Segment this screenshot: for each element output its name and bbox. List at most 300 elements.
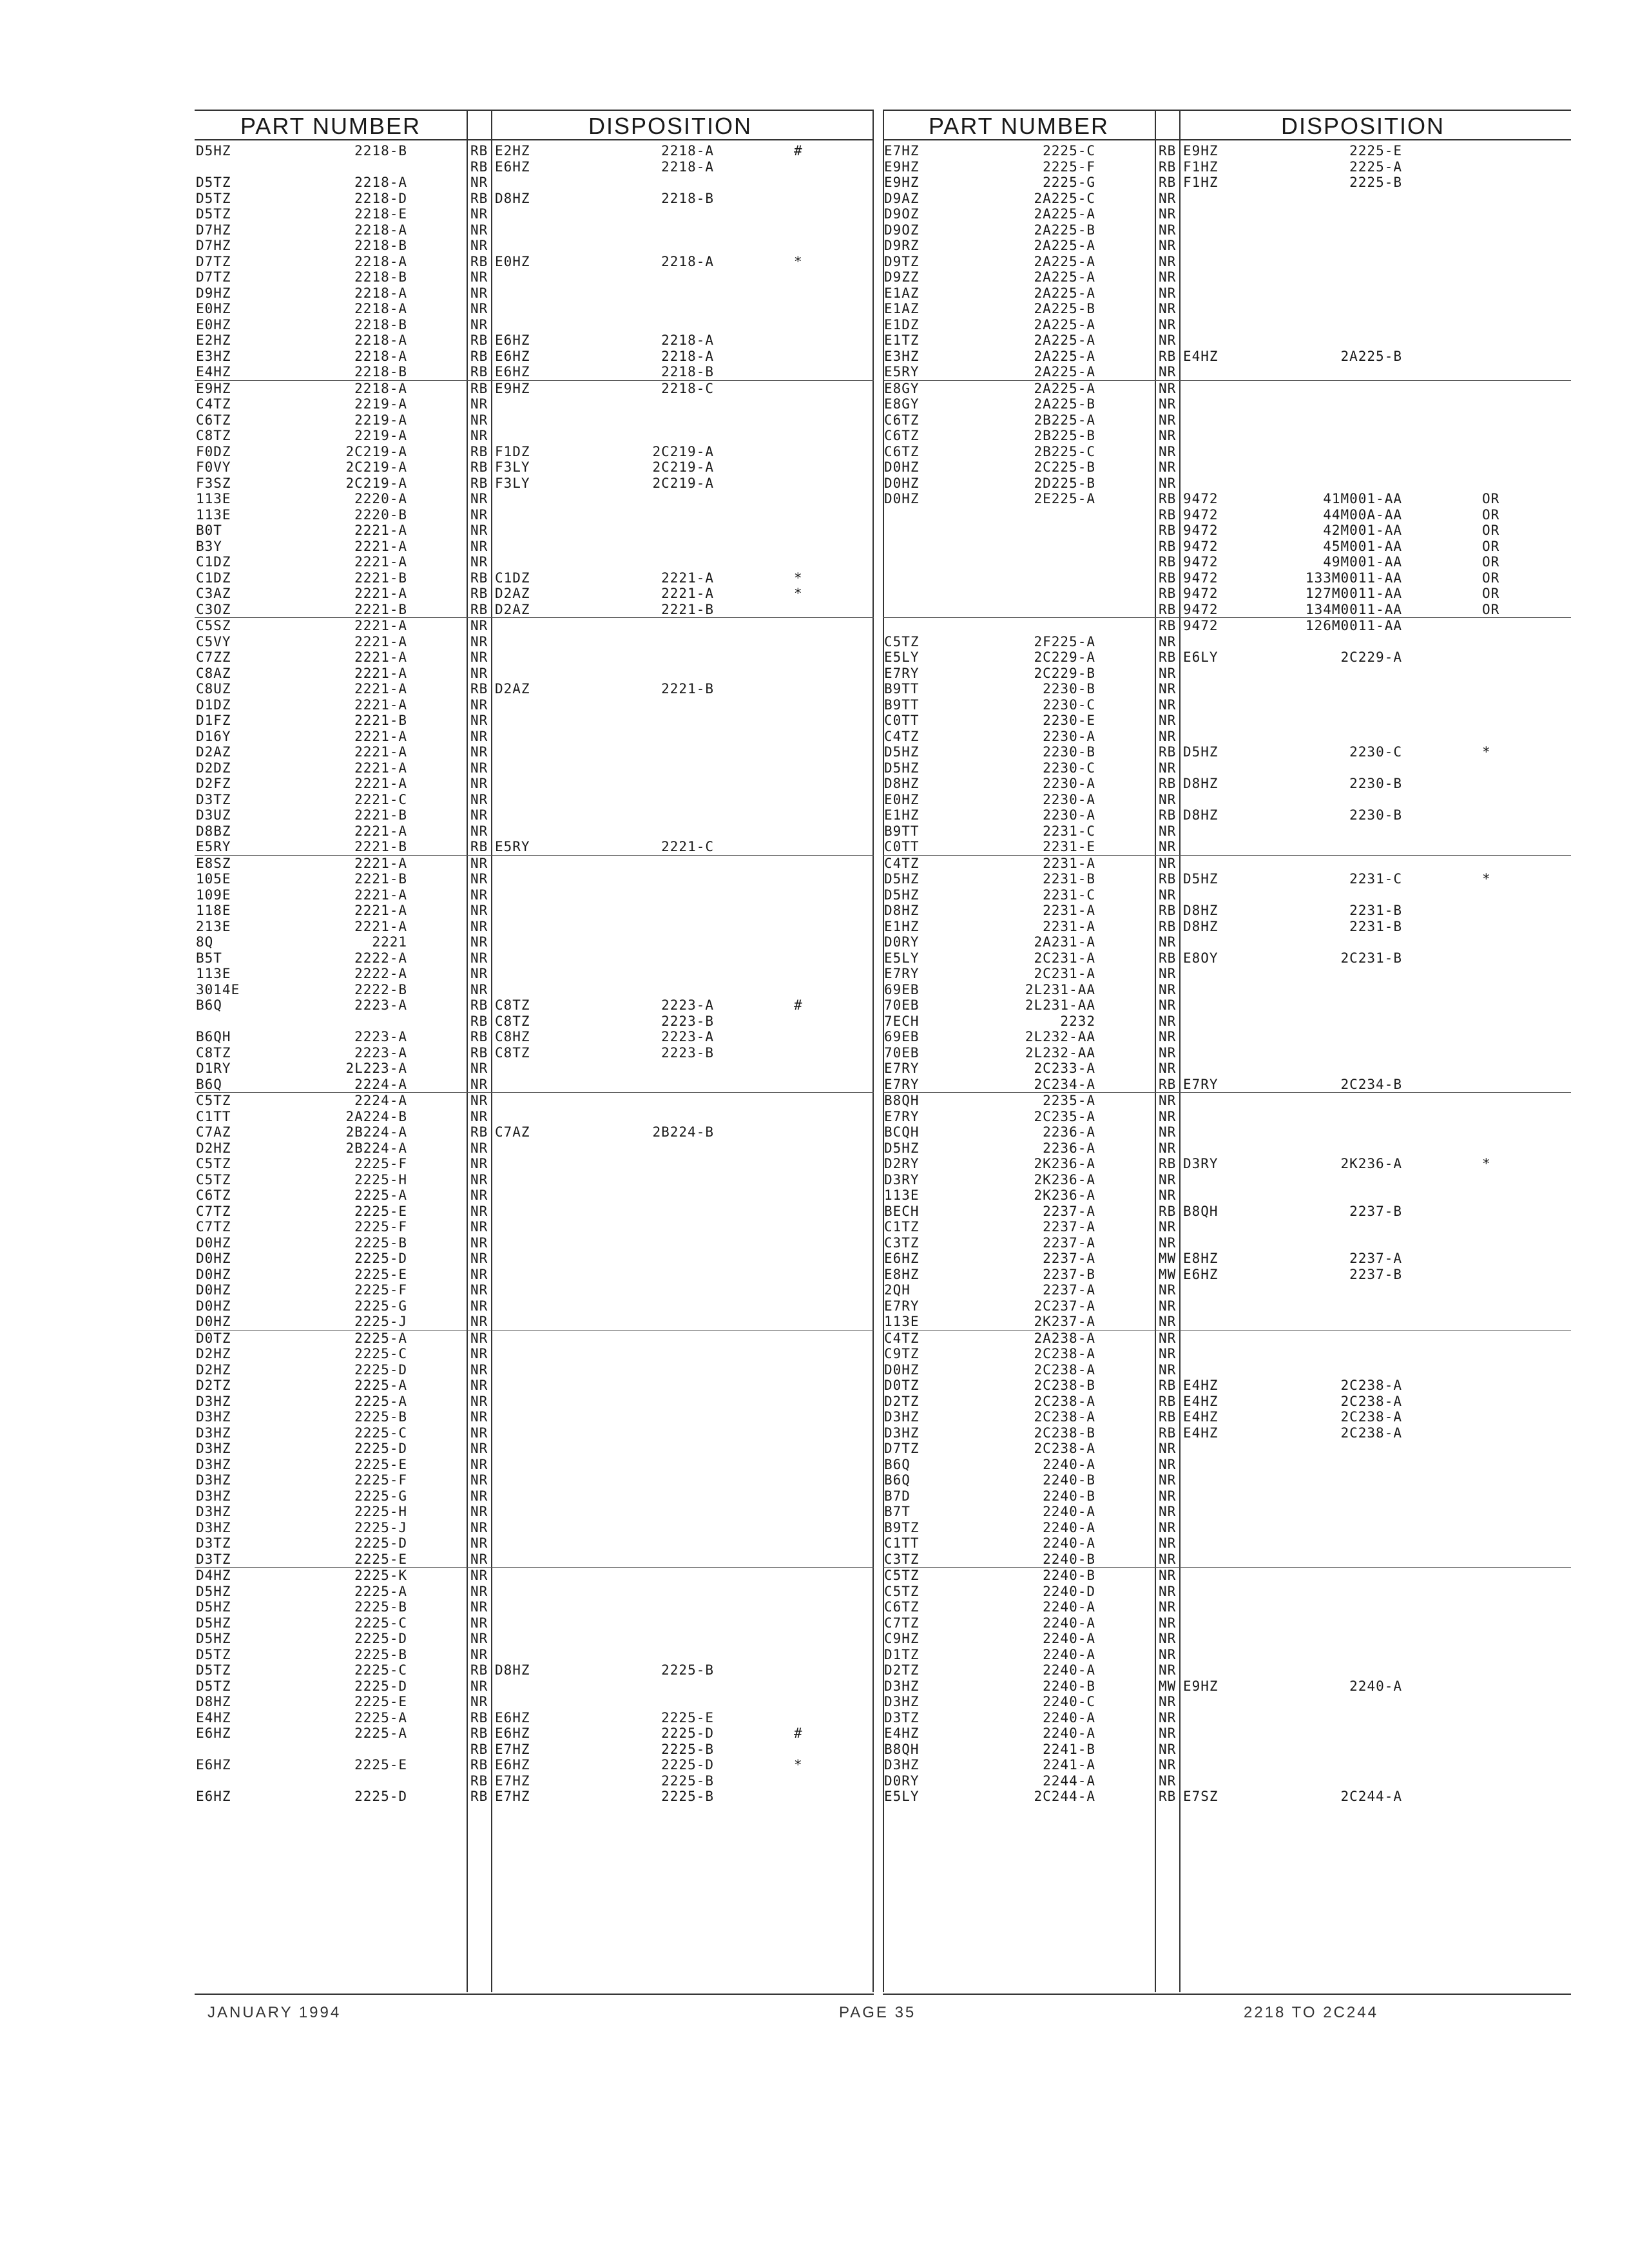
disposition-code: NR (470, 776, 488, 791)
table-row (195, 159, 874, 175)
part-suffix: 2240-C (1043, 1694, 1095, 1709)
disposition-code: NR (1159, 190, 1177, 206)
replacement-prefix: E6HZ (495, 159, 530, 175)
part-prefix: D9HZ (196, 285, 231, 301)
replacement-suffix: 2231-B (1349, 903, 1402, 918)
part-suffix: 2221-A (354, 665, 407, 681)
part-prefix: E7RY (884, 1298, 920, 1314)
disposition-code: NR (1159, 1773, 1177, 1789)
part-prefix: D8HZ (884, 903, 920, 918)
part-prefix: 70EB (884, 997, 920, 1013)
disposition-code: NR (470, 1314, 488, 1329)
disposition-code: NR (470, 1425, 488, 1441)
replacement-suffix: 2223-A (661, 1029, 714, 1044)
part-suffix: 2225-A (354, 1725, 407, 1741)
part-suffix: 2A225-A (1034, 348, 1095, 364)
part-prefix: D3RY (884, 1171, 920, 1187)
table-row (883, 206, 1571, 222)
table-row (883, 1647, 1571, 1663)
table-row (883, 1425, 1571, 1441)
part-prefix: E5RY (884, 364, 920, 380)
table-row (195, 554, 874, 570)
part-prefix: B6Q (884, 1456, 911, 1472)
replacement-suffix: 2237-A (1349, 1251, 1402, 1266)
note-mark: OR (1482, 538, 1500, 554)
part-suffix: 2230-A (1043, 728, 1095, 744)
part-prefix: E4HZ (196, 1709, 231, 1725)
table-row (195, 871, 874, 887)
table-row (195, 1282, 874, 1298)
disposition-code: NR (470, 1108, 488, 1124)
part-suffix: 2218-B (354, 316, 407, 332)
part-prefix: B7D (884, 1488, 911, 1504)
part-prefix: C5TZ (884, 633, 920, 649)
replacement-prefix: 9472 (1183, 491, 1219, 506)
disposition-code: NR (1159, 1219, 1177, 1235)
part-prefix: E4HZ (884, 1725, 920, 1741)
table-row (883, 776, 1571, 792)
part-suffix: 2225-K (354, 1568, 407, 1583)
disposition-code: NR (1159, 1551, 1177, 1567)
part-suffix: 2237-A (1043, 1219, 1095, 1235)
disposition-code: NR (470, 506, 488, 523)
part-suffix: 2C238-B (1034, 1425, 1095, 1441)
part-suffix: 2240-A (1043, 1662, 1095, 1678)
part-suffix: 2220-A (354, 491, 407, 506)
part-suffix: 2240-A (1043, 1725, 1095, 1741)
table-row (195, 744, 874, 760)
part-prefix: BCQH (884, 1124, 920, 1140)
disposition-code: NR (1159, 791, 1177, 807)
part-prefix: E8SZ (196, 855, 231, 871)
part-suffix: 2K236-A (1034, 1187, 1095, 1203)
disposition-code: NR (470, 428, 488, 443)
replacement-suffix: 2221-A (661, 586, 714, 601)
part-suffix: 2223-A (354, 1044, 407, 1061)
disposition-code: NR (470, 1219, 488, 1235)
replacement-prefix: C7AZ (495, 1124, 530, 1140)
replacement-prefix: F1DZ (495, 443, 530, 459)
replacement-suffix: 2C219-A (652, 475, 714, 491)
table-row (195, 301, 874, 317)
part-prefix: 105E (196, 871, 231, 887)
part-suffix: 2240-A (1043, 1709, 1095, 1725)
part-prefix: 118E (196, 903, 231, 918)
replacement-suffix: 2225-E (661, 1709, 714, 1725)
disposition-code: NR (1159, 1298, 1177, 1314)
left-panel (195, 110, 874, 1992)
table-row (195, 1647, 874, 1663)
table-row (195, 1520, 874, 1536)
part-prefix: D7TZ (196, 269, 231, 285)
part-suffix: 2225-J (354, 1519, 407, 1535)
part-prefix: D2HZ (196, 1140, 231, 1156)
disposition-code: NR (470, 903, 488, 918)
part-suffix: 2218-B (354, 238, 407, 253)
table-row (883, 1441, 1571, 1457)
note-mark: # (794, 997, 803, 1013)
part-prefix: 70EB (884, 1044, 920, 1061)
part-suffix: 2A224-B (345, 1108, 407, 1124)
disposition-code: NR (470, 744, 488, 760)
replacement-prefix: E6HZ (495, 1709, 530, 1725)
replacement-suffix: 2218-C (661, 380, 714, 396)
disposition-code: RB (1159, 159, 1177, 175)
part-prefix: E1AZ (884, 301, 920, 316)
disposition-code: NR (470, 1156, 488, 1171)
part-prefix: D2TZ (884, 1393, 920, 1409)
part-prefix: D5HZ (884, 887, 920, 903)
disposition-code: NR (1159, 1757, 1177, 1773)
part-suffix: 2C238-A (1034, 1441, 1095, 1456)
part-prefix: F3SZ (196, 475, 231, 491)
part-prefix: C4TZ (884, 728, 920, 744)
part-suffix: 2225-E (354, 1456, 407, 1472)
part-suffix: 2225-B (354, 1599, 407, 1615)
disposition-code: RB (1159, 1425, 1177, 1441)
part-prefix: D1DZ (196, 697, 231, 713)
replacement-suffix: 2223-B (661, 1044, 714, 1061)
disposition-code: NR (1159, 332, 1177, 348)
part-prefix: E3HZ (196, 348, 231, 364)
replacement-suffix: 2218-A (661, 143, 714, 159)
part-prefix: D2HZ (196, 1361, 231, 1378)
table-row (883, 1156, 1571, 1172)
part-suffix: 2K236-A (1034, 1156, 1095, 1171)
table-row (883, 919, 1571, 935)
part-suffix: 2240-B (1043, 1678, 1095, 1694)
part-prefix: D0RY (884, 1773, 920, 1789)
note-mark: OR (1482, 506, 1500, 523)
disposition-code: NR (1159, 443, 1177, 459)
table-row (195, 1314, 874, 1331)
disposition-code: NR (1159, 1472, 1177, 1488)
disposition-code: RB (1159, 918, 1177, 934)
part-prefix: E8GY (884, 396, 920, 412)
table-row (883, 1457, 1571, 1473)
note-mark: * (1482, 871, 1491, 887)
part-suffix: 2237-A (1043, 1203, 1095, 1219)
replacement-prefix: D8HZ (1183, 776, 1219, 791)
part-suffix: 2L231-AA (1025, 997, 1095, 1013)
part-suffix: 2230-A (1043, 776, 1095, 791)
part-prefix: C1TZ (884, 1219, 920, 1235)
table-row (883, 269, 1571, 285)
part-prefix: E0HZ (196, 316, 231, 332)
disposition-code: NR (470, 316, 488, 332)
replacement-prefix: E2HZ (495, 143, 530, 159)
part-suffix: 2A238-A (1034, 1330, 1095, 1346)
part-prefix: D7HZ (196, 238, 231, 253)
table-row (883, 681, 1571, 697)
disposition-code: NR (470, 1631, 488, 1646)
part-suffix: 2240-B (1043, 1472, 1095, 1488)
part-prefix: E6HZ (196, 1757, 231, 1773)
table-row (883, 1346, 1571, 1362)
part-suffix: 2B225-A (1034, 412, 1095, 428)
part-suffix: 2230-B (1043, 681, 1095, 697)
disposition-code: NR (1159, 396, 1177, 412)
part-prefix: C3TZ (884, 1235, 920, 1251)
part-suffix: 2A225-C (1034, 190, 1095, 206)
disposition-code: NR (470, 1551, 488, 1567)
disposition-code: RB (1159, 175, 1177, 190)
disposition-code: NR (1159, 997, 1177, 1013)
disposition-code: NR (470, 760, 488, 776)
table-row (195, 586, 874, 602)
replacement-prefix: D2AZ (495, 681, 530, 697)
table-row (883, 1362, 1571, 1378)
table-row (195, 1742, 874, 1758)
table-row (883, 1298, 1571, 1314)
disposition-code: NR (1159, 1599, 1177, 1615)
part-suffix: 2C229-A (1034, 649, 1095, 665)
replacement-suffix: 2223-A (661, 997, 714, 1013)
disposition-code: MW (1159, 1266, 1177, 1282)
replacement-suffix: 126M0011-AA (1305, 618, 1402, 633)
table-row (195, 1773, 874, 1789)
part-prefix: D3TZ (196, 1551, 231, 1567)
part-prefix: D0TZ (196, 1330, 231, 1346)
disposition-code: RB (1159, 491, 1177, 506)
disposition-code: NR (1159, 301, 1177, 316)
disposition-code: RB (1159, 744, 1177, 760)
table-row (195, 792, 874, 808)
table-row (883, 1599, 1571, 1615)
part-prefix: B5T (196, 950, 222, 966)
part-prefix: D3HZ (884, 1757, 920, 1773)
part-suffix: 2236-A (1043, 1124, 1095, 1140)
part-suffix: 2225-D (354, 1789, 407, 1804)
disposition-code: RB (470, 1757, 488, 1773)
disposition-code: NR (1159, 1441, 1177, 1456)
part-prefix: E4HZ (196, 364, 231, 380)
part-suffix: 2230-C (1043, 760, 1095, 776)
table-row (195, 143, 874, 159)
part-prefix: E7RY (884, 1108, 920, 1124)
disposition-code: RB (1159, 1393, 1177, 1409)
table-row (883, 1678, 1571, 1695)
disposition-code: RB (470, 475, 488, 491)
part-suffix: 2218-A (354, 222, 407, 238)
table-row (195, 476, 874, 492)
table-row (195, 903, 874, 919)
part-prefix: D4HZ (196, 1568, 231, 1583)
disposition-code: RB (470, 380, 488, 396)
table-row (195, 839, 874, 856)
part-suffix: 2225-F (354, 1156, 407, 1171)
part-prefix: C6TZ (196, 1187, 231, 1203)
disposition-code: RB (470, 1662, 488, 1678)
disposition-code: NR (1159, 713, 1177, 728)
table-row (195, 396, 874, 412)
table-row (883, 760, 1571, 776)
part-prefix: 113E (884, 1314, 920, 1329)
table-row (883, 1757, 1571, 1773)
table-row (195, 1488, 874, 1504)
part-prefix: C8UZ (196, 681, 231, 697)
table-row (883, 1267, 1571, 1283)
part-prefix: C7TZ (884, 1615, 920, 1631)
disposition-code: NR (1159, 1615, 1177, 1631)
part-prefix: D2TZ (884, 1662, 920, 1678)
disposition-code: NR (1159, 1140, 1177, 1156)
part-suffix: 2235-A (1043, 1093, 1095, 1108)
disposition-code: NR (1159, 1314, 1177, 1329)
part-prefix: B6Q (884, 1472, 911, 1488)
part-suffix: 2224-A (354, 1076, 407, 1092)
replacement-suffix: 2C229-A (1340, 649, 1402, 665)
part-suffix: 2225-F (354, 1472, 407, 1488)
part-prefix: D8BZ (196, 823, 231, 839)
replacement-prefix: E4HZ (1183, 348, 1219, 364)
part-suffix: 2225-A (354, 1330, 407, 1346)
replacement-suffix: 2C238-A (1340, 1378, 1402, 1393)
part-prefix: D2AZ (196, 744, 231, 760)
part-prefix: C5TZ (196, 1093, 231, 1108)
part-prefix: C8TZ (196, 1044, 231, 1061)
disposition-code: NR (1159, 1029, 1177, 1044)
disposition-code: RB (470, 570, 488, 586)
table-row (883, 381, 1571, 397)
disposition-code: RB (470, 143, 488, 159)
replacement-prefix: E9HZ (495, 380, 530, 396)
part-suffix: 2240-D (1043, 1583, 1095, 1599)
part-suffix: 2C238-A (1034, 1409, 1095, 1425)
replacement-prefix: E6HZ (495, 332, 530, 348)
disposition-code: NR (470, 523, 488, 538)
part-prefix: E9HZ (196, 380, 231, 396)
table-row (195, 1378, 874, 1394)
replacement-prefix: E4HZ (1183, 1409, 1219, 1425)
disposition-code: NR (470, 1472, 488, 1488)
disposition-code: NR (1159, 1568, 1177, 1583)
disposition-code: NR (1159, 1725, 1177, 1741)
table-row (195, 807, 874, 823)
part-suffix: 2219-A (354, 396, 407, 412)
table-row (195, 1662, 874, 1678)
part-prefix: D3TZ (884, 1709, 920, 1725)
table-row (195, 412, 874, 428)
part-suffix: 2218-A (354, 301, 407, 316)
replacement-prefix: D2AZ (495, 601, 530, 617)
part-suffix: 2A225-A (1034, 238, 1095, 253)
part-prefix: C4TZ (196, 396, 231, 412)
disposition-code: RB (1159, 348, 1177, 364)
replacement-prefix: E4HZ (1183, 1378, 1219, 1393)
part-suffix: 2221-A (354, 586, 407, 601)
part-prefix: D0HZ (884, 459, 920, 475)
disposition-code: NR (1159, 380, 1177, 396)
table-row (883, 428, 1571, 444)
part-prefix: B3Y (196, 538, 222, 554)
part-suffix: 2A225-A (1034, 332, 1095, 348)
replacement-prefix: E6HZ (495, 364, 530, 380)
table-row (883, 539, 1571, 555)
part-suffix: 2240-A (1043, 1504, 1095, 1519)
part-prefix: E5LY (884, 649, 920, 665)
part-prefix: B9TT (884, 697, 920, 713)
part-suffix: 2220-B (354, 506, 407, 523)
part-prefix: C5TZ (196, 1171, 231, 1187)
part-prefix: C6TZ (884, 443, 920, 459)
replacement-suffix: 2C244-A (1340, 1789, 1402, 1804)
table-row (195, 507, 874, 523)
table-row (883, 1061, 1571, 1077)
part-suffix: 2223-A (354, 1029, 407, 1044)
part-suffix: 2225-C (354, 1615, 407, 1631)
disposition-code: NR (1159, 1187, 1177, 1203)
note-mark: OR (1482, 601, 1500, 617)
table-row (883, 1282, 1571, 1298)
table-row (195, 966, 874, 982)
part-prefix: C7TZ (196, 1203, 231, 1219)
disposition-code: NR (470, 1583, 488, 1599)
part-suffix: 2221-A (354, 744, 407, 760)
part-suffix: 2225-D (354, 1535, 407, 1551)
disposition-code: RB (1159, 586, 1177, 601)
table-row (883, 1077, 1571, 1093)
replacement-prefix: F3LY (495, 459, 530, 475)
replacement-prefix: C8TZ (495, 1044, 530, 1061)
table-row (195, 1409, 874, 1425)
part-suffix: 2222-A (354, 950, 407, 966)
table-row (883, 301, 1571, 317)
part-suffix: 2225-E (354, 1266, 407, 1282)
part-prefix: C0TT (884, 713, 920, 728)
replacement-prefix: E4HZ (1183, 1393, 1219, 1409)
table-row (195, 570, 874, 586)
table-row (883, 1472, 1571, 1488)
part-prefix: E1TZ (884, 332, 920, 348)
table-row (883, 254, 1571, 270)
part-prefix: E0HZ (884, 791, 920, 807)
part-suffix: 2225-A (354, 1393, 407, 1409)
disposition-code: NR (470, 301, 488, 316)
replacement-suffix: 2230-B (1349, 807, 1402, 823)
part-suffix: 2C219-A (345, 459, 407, 475)
disposition-code: NR (470, 950, 488, 966)
part-prefix: B6Q (196, 997, 222, 1013)
part-prefix: D5TZ (196, 1646, 231, 1662)
table-row (883, 1710, 1571, 1726)
replacement-suffix: 2225-B (1349, 175, 1402, 190)
part-prefix: D0HZ (884, 1361, 920, 1378)
disposition-heading: DISPOSITION (1280, 113, 1445, 139)
disposition-code: RB (1159, 143, 1177, 159)
part-suffix: 2225-F (1043, 159, 1095, 175)
table-row (195, 618, 874, 634)
table-row (883, 1093, 1571, 1109)
part-prefix: E7RY (884, 1061, 920, 1076)
disposition-code: RB (1159, 950, 1177, 966)
part-suffix: 2240-B (1043, 1551, 1095, 1567)
part-suffix: 2225-E (354, 1757, 407, 1773)
table-row (195, 1615, 874, 1631)
part-suffix: 2231-E (1043, 839, 1095, 854)
replacement-prefix: F3LY (495, 475, 530, 491)
part-prefix: 69EB (884, 1029, 920, 1044)
disposition-code: RB (470, 1789, 488, 1804)
disposition-code: NR (470, 697, 488, 713)
part-prefix: C3AZ (196, 586, 231, 601)
replacement-prefix: E6LY (1183, 649, 1219, 665)
replacement-suffix: 2218-A (661, 332, 714, 348)
disposition-code: NR (470, 396, 488, 412)
replacement-suffix: 2218-B (661, 190, 714, 206)
part-prefix: C7ZZ (196, 649, 231, 665)
disposition-code: NR (470, 665, 488, 681)
